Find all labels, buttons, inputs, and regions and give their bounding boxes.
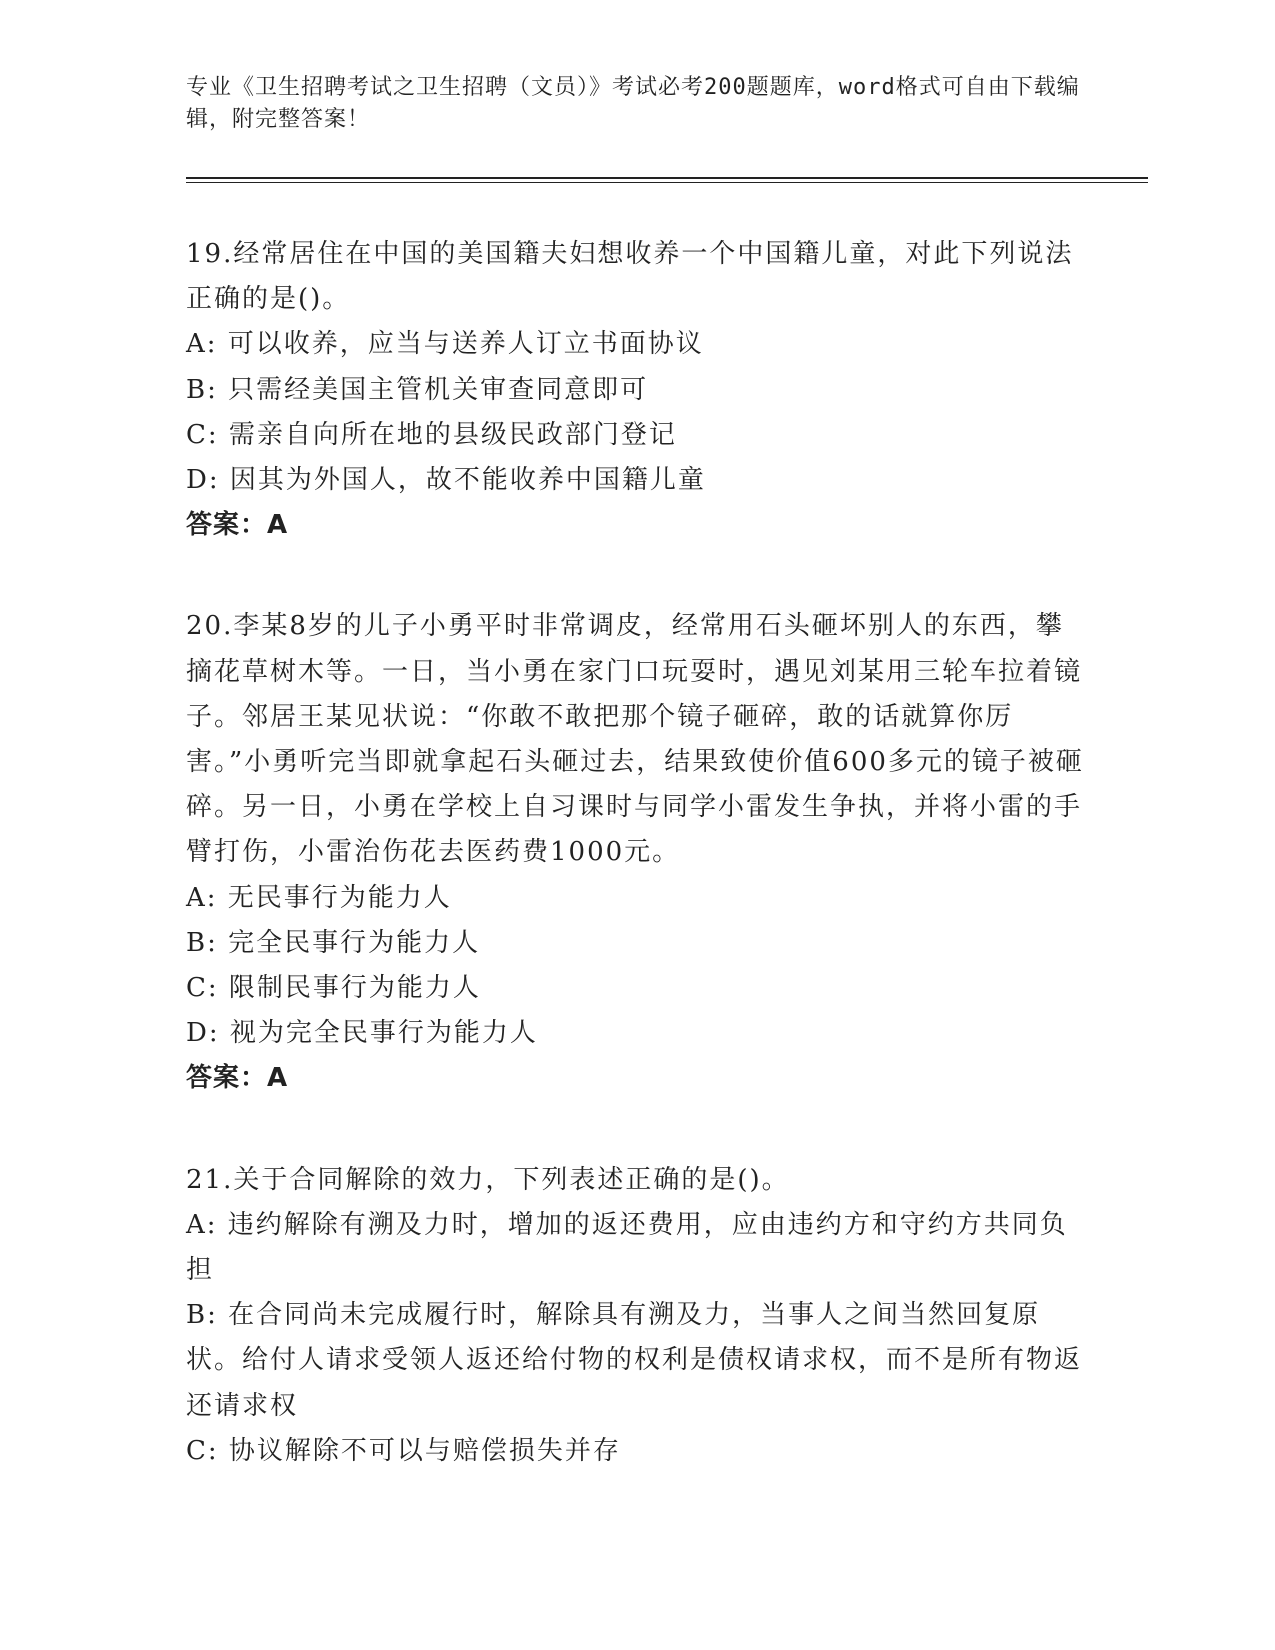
question-21 <box>186 1158 1086 1474</box>
question-stem: 19.经常居住在中国的美国籍夫妇想收养一个中国籍儿童，对此下列说法正确的是()。 <box>186 239 1074 315</box>
option-d: D: 因其为外国人，故不能收养中国籍儿童 <box>186 465 706 496</box>
question-20 <box>186 604 1086 1101</box>
question-stem: 20.李某8岁的儿子小勇平时非常调皮，经常用石头砸坏别人的东西，攀摘花草树木等。一日，当小勇在家门口玩耍时，遇见刘某用三轮车拉着镜子。邻居王某见状说：“你敢不敢把那个镜子砸碎，敢的话就算你厉害。”小勇听完当即就拿起石头砸过去，结果致使价值600多元的镜子被砸碎。另一日，小勇在学校上自习课时与同学小雷发生争执，并将小雷的手臂打伤，小雷治伤花去医药费1000元。 <box>186 611 1084 868</box>
option-c: C: 限制民事行为能力人 <box>186 973 481 1004</box>
option-d: D: 视为完全民事行为能力人 <box>186 1018 538 1049</box>
answer: 答案：A <box>186 510 289 541</box>
option-a: A: 违约解除有溯及力时，增加的返还费用，应由违约方和守约方共同负担 <box>186 1209 1068 1286</box>
option-c: C: 需亲自向所在地的县级民政部门登记 <box>186 419 677 450</box>
option-a: A: 无民事行为能力人 <box>186 882 452 913</box>
answer: 答案：A <box>186 1063 289 1094</box>
option-a: A: 可以收养，应当与送养人订立书面协议 <box>186 329 704 360</box>
header-divider-bottom <box>186 182 1148 183</box>
option-c: C: 协议解除不可以与赔偿损失并存 <box>186 1435 621 1466</box>
question-list <box>186 232 1086 1474</box>
question-spacer <box>186 548 1086 604</box>
header-divider-top <box>186 177 1148 179</box>
option-b: B: 只需经美国主管机关审查同意即可 <box>186 374 649 405</box>
document-header: 专业《卫生招聘考试之卫生招聘（文员）》考试必考200题题库，word格式可自由下载编辑，附完整答案！ <box>186 75 1080 132</box>
question-spacer <box>186 1102 1086 1158</box>
question-19 <box>186 232 1086 548</box>
question-stem: 21.关于合同解除的效力，下列表述正确的是()。 <box>186 1164 790 1195</box>
option-b: B: 完全民事行为能力人 <box>186 927 481 958</box>
option-b: B: 在合同尚未完成履行时，解除具有溯及力，当事人之间当然回复原状。给付人请求受领人返还给付物的权利是债权请求权，而不是所有物返还请求权 <box>186 1300 1083 1421</box>
